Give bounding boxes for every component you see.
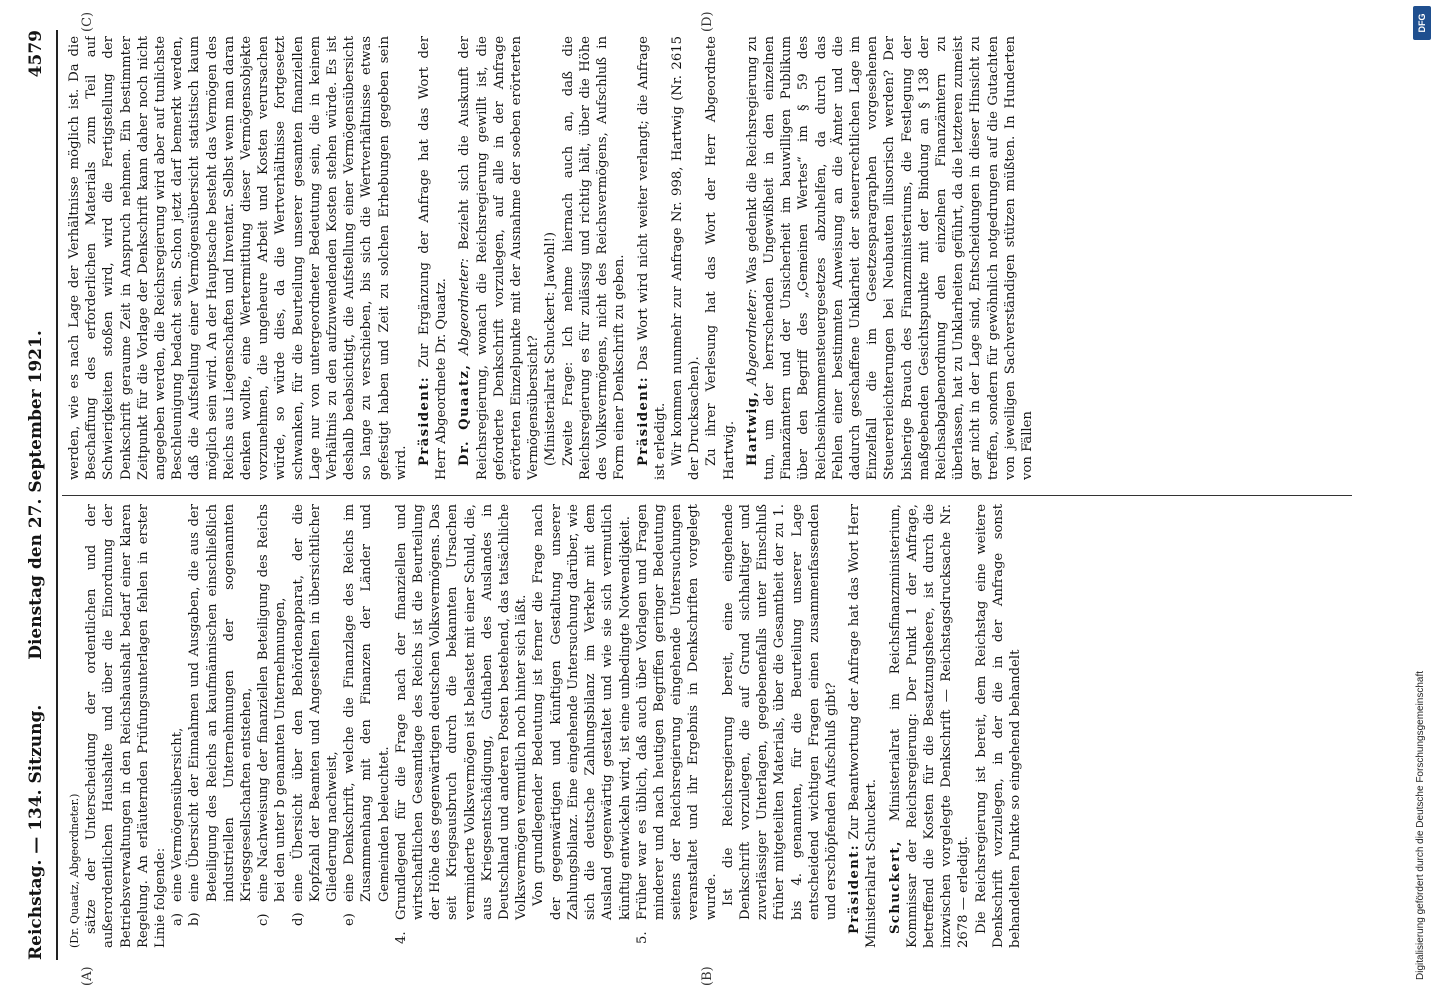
list-text: eine Übersicht über den Behördenapparat, der die Kopfzahl der Beamten und Angestellten in übersichtlicher Gliederung nachweist, — [290, 504, 341, 902]
speaker-text: Was gedenkt die Reichsregierung zu tun, um der herrschenden Ungewißheit in den einzelnen Finanzämtern und der Unsicherheit im bauwilligen Publikum über den Begriff des „Gemeinen Wertes“ im § 59 des Reichseinkommensteuergesetzes abzuhelfen, da durch das Fehlen einer bestimmten Anweisung an die Ämter und die dadurch geschaffene Unklarheit der steuerrechtlichen Lage im Einzelfall die im Gesetzesparagraphen vorgesehenen Steuererleichterungen bei Neubauten illusorisch werden? Der bisherige Brauch des Finanzministeriums, die Festlegung der maßgebenden Gesichtspunkte mit der Bindung an § 138 der Reichsabgabenordnung den einzelnen Finanzämtern zu überlassen, hat zu Unklarheiten geführt, da die letzteren zumeist gar nicht in der Lage sind, Entscheidungen in dieser Hinsicht zu treffen, sondern für gewöhnlich notgedrungen auf die Gutachten von jeweiligen Sachverständigen stützen müßten. In Hunderten von Fällen — [744, 36, 1035, 480]
header-rule — [56, 30, 58, 960]
margin-letter-b: (B) — [700, 966, 715, 986]
right-column — [66, 36, 1352, 480]
list-item-d — [290, 504, 342, 948]
speaker-role: Abgeordneter: — [457, 258, 473, 356]
list-text: eine Nachweisung der finanziellen Beteiligung des Reichs bei den unter b genannten Unternehmungen, — [256, 504, 289, 902]
list-text: eine Vermögensübersicht, — [170, 727, 186, 902]
continued-speaker: (Dr. Quaatz, Abgeordneter.) — [68, 793, 81, 948]
reading-statement: Zu ihrer Verlesung hat das Wort der Herr Abgeordnete Hartwig. — [704, 36, 737, 480]
quaatz-statement — [456, 36, 542, 480]
schuckert-statement — [887, 504, 973, 948]
digitization-note-text: Digitalisierung gefördert durch die Deutsche Forschungsgemeinschaft — [1415, 670, 1426, 980]
intro-paragraph: sätze der Unterscheidung der ordentlichen und der außerordentlichen Haushalte und über die Einordnung der Betriebsverwaltungen in den Reichshaushalt bedarf einer klaren Regelung. An erläuternden Prüfungsunterlagen fehlen in erster Linie folgende: — [84, 504, 169, 948]
digitization-note — [1414, 80, 1428, 980]
speaker-name: Dr. Quaatz, — [457, 363, 473, 466]
next-inquiry: Wir kommen nunmehr zur Anfrage Nr. 998, Hartwig (Nr. 2615 der Drucksachen). — [669, 36, 703, 480]
margin-letter-a: (A) — [80, 966, 95, 986]
point-4 — [393, 504, 531, 948]
list-item-e — [341, 504, 393, 948]
speaker-text: Bezieht sich die Auskunft der Reichsregierung, wonach die Reichsregierung gewillt ist, die geforderte Denkschrift vorzulegen, auf alle in der Anfrage erörterten Einzelpunkte mit der Ausnahme der soeben erörterten Vermögensübersicht? — [457, 36, 542, 480]
speaker-name: Hartwig, — [744, 390, 760, 466]
interjection: (Ministerialrat Schuckert: Jawohl!) — [543, 231, 559, 466]
header-left: Reichstag. — 134. Sitzung. — [26, 704, 46, 960]
list-item-c — [255, 504, 289, 948]
president-statement-1 — [416, 36, 450, 480]
running-head — [26, 30, 50, 960]
schuckert-continuation: Die Reichsregierung ist bereit, dem Reichstag eine weitere Denkschrift vorzulegen, in der die in der Anfrage sonst behandelten Punkte so eingehend behandelt — [973, 504, 1023, 948]
page-number: 4579 — [26, 30, 46, 78]
president-statement-2 — [635, 36, 669, 480]
president-text: Zur Beantwortung der Anfrage hat das Wort Herr Ministerialrat Schuckert. — [847, 504, 880, 948]
president-statement — [846, 504, 880, 948]
president-text: Das Wort wird nicht weiter verlangt; die Anfrage ist erledigt. — [635, 36, 668, 480]
president-text: Zur Ergänzung der Anfrage hat das Wort der Herr Abgeordnete Dr. Quaatz. — [417, 36, 450, 480]
list-num: b) — [187, 912, 203, 926]
left-column — [66, 504, 1352, 948]
schuckert-answer-continued: werden, wie es nach Lage der Verhältnisse möglich ist. Da die Beschaffung des erforderlichen Materials zum Teil auf Schwierigkeiten stoßen wird, wird die Fertigstellung der Denkschrift geraume Zeit in Anspruch nehmen. Ein bestimmter Zeitpunkt für die Vorlage der Denkschrift kann daher noch nicht angegeben werden, die Reichsregierung wird aber auf tunlichste Beschleunigung bedacht sein. Schon jetzt darf bemerkt werden, daß die Aufstellung einer Vermögensübersicht statistisch kaum möglich sein wird. An der Hauptsache besteht das Vermögen des Reichs aus Liegenschaften und Inventar. Selbst wenn man daran denken wollte, eine Wertermittlung dieser Vermögensobjekte vorzunehmen, die ungeheure Arbeit und Kosten verursachen würde, so würde dies, da die Wertverhältnisse fortgesetzt schwanken, für die Beurteilung unserer gesamten finanziellen Lage nur von untergeordneter Bedeutung sein, die in keinem Verhältnis zu den aufzuwendenden Kosten stehen würde. Es ist deshalb beabsichtigt, die Aufstellung einer Vermögensübersicht so lange zu verschieben, bis sich die Wertverhältnisse etwas gefestigt haben und Zeit zu solchen Erhebungen gegeben sein wird. — [67, 36, 409, 480]
column-divider — [62, 495, 1352, 496]
president-label: Präsident: — [847, 843, 863, 934]
point-text: Grundlegend für die Frage nach der finanziellen und wirtschaftlichen Gesamtlage des Reichs ist die Beurteilung der Höhe des gegenwärtigen deutschen Volksvermögens. Das seit Kriegsausbruch durch die bekannten Ursachen verminderte Volksvermögen ist belastet mit einer Schuld, die, aus Kriegsentschädigung, Guthaben des Auslandes in Deutschland und anderen Posten bestehend, das tatsächliche Volksvermögen vermutlich noch hinter sich läßt. — [393, 504, 530, 920]
list-num: a) — [170, 912, 186, 926]
list-text: eine Denkschrift, welche die Finanzlage des Reichs im Zusammenhang mit den Finanzen der Länder und Gemeinden beleuchtet. — [342, 504, 392, 902]
list-text: eine Übersicht der Einnahmen und Ausgaben, die aus der Beteiligung des Reichs an kaufmännischen einschließlich industriellen Unternehmungen der sogenannten Kriegsgesellschaften entstehen, — [187, 504, 255, 902]
speaker-role: Abgeordneter: — [744, 288, 760, 386]
margin-letter-c: (C) — [80, 11, 95, 32]
point-5-continuation: Ist die Reichsregierung bereit, eine eingehende Denkschrift vorzulegen, die auf Grund sichhaltiger und zuverlässiger Unterlagen, gegebenenfalls unter Einschluß früher mitgeteilten Materials, über die Gesamtheit der zu 1. bis 4. genannten, für die Beurteilung unserer Lage entscheidend wichtigen Fragen einen zusammenfassenden und erschöpfenden Aufschluß gibt? — [720, 504, 839, 920]
point-5 — [634, 504, 720, 948]
point-num: 4. — [393, 931, 409, 944]
second-question: Zweite Frage: Ich nehme hiernach auch an, daß die Reichsregierung es für zulässig und richtig hält, über die Höhe des Volksvermögens, nicht des Reichsvermögens, Aufschluß in Form einer Denkschrift zu geben. — [560, 36, 628, 480]
list-item-b — [186, 504, 255, 948]
margin-letter-d: (D) — [700, 11, 715, 32]
header-center: Dienstag den 27. September 1921. — [26, 330, 46, 660]
dfg-logo-text: DFG — [1417, 13, 1427, 33]
president-label: Präsident: — [417, 375, 433, 466]
point-num: 5. — [634, 931, 650, 944]
hartwig-statement — [744, 36, 1036, 480]
speaker-name: Schuckert, — [887, 840, 903, 934]
list-num: e) — [342, 913, 358, 926]
list-num: c) — [256, 913, 272, 926]
point-4-continuation: Von grundlegender Bedeutung ist ferner die Frage nach der gegenwärtigen und künftigen Gestaltung unserer Zahlungsbilanz. Eine eingehende Untersuchung darüber, wie sich die deutsche Zahlungsbilanz im Verkehr mit dem Ausland gegenwärtig gestaltet und wie sie sich vermutlich künftig entwickeln wird, ist eine unbedingte Notwendigkeit. — [531, 504, 633, 920]
list-num: d) — [290, 912, 306, 926]
list-item-a — [169, 504, 186, 948]
point-text: Früher war es üblich, daß auch über Vorlagen und Fragen minderer und nach heutigen Begriffen geringer Bedeutung seitens der Reichsregierung eingehende Untersuchungen veranstaltet und ihr Ergebnis in Denkschriften vorgelegt wurde. — [634, 504, 719, 920]
speaker-text: Ministerialrat im Reichsfinanzministerium, Kommissar der Reichsregierung: Der Punkt 1 der Anfrage, betreffend die Kosten für die Besatzungsheere, ist durch die inzwischen vorgelegte Denkschrift — Reichstagsdrucksache Nr. 2678 — erledigt. — [887, 504, 972, 948]
dfg-logo — [1413, 6, 1431, 40]
president-label: Präsident: — [635, 375, 651, 466]
